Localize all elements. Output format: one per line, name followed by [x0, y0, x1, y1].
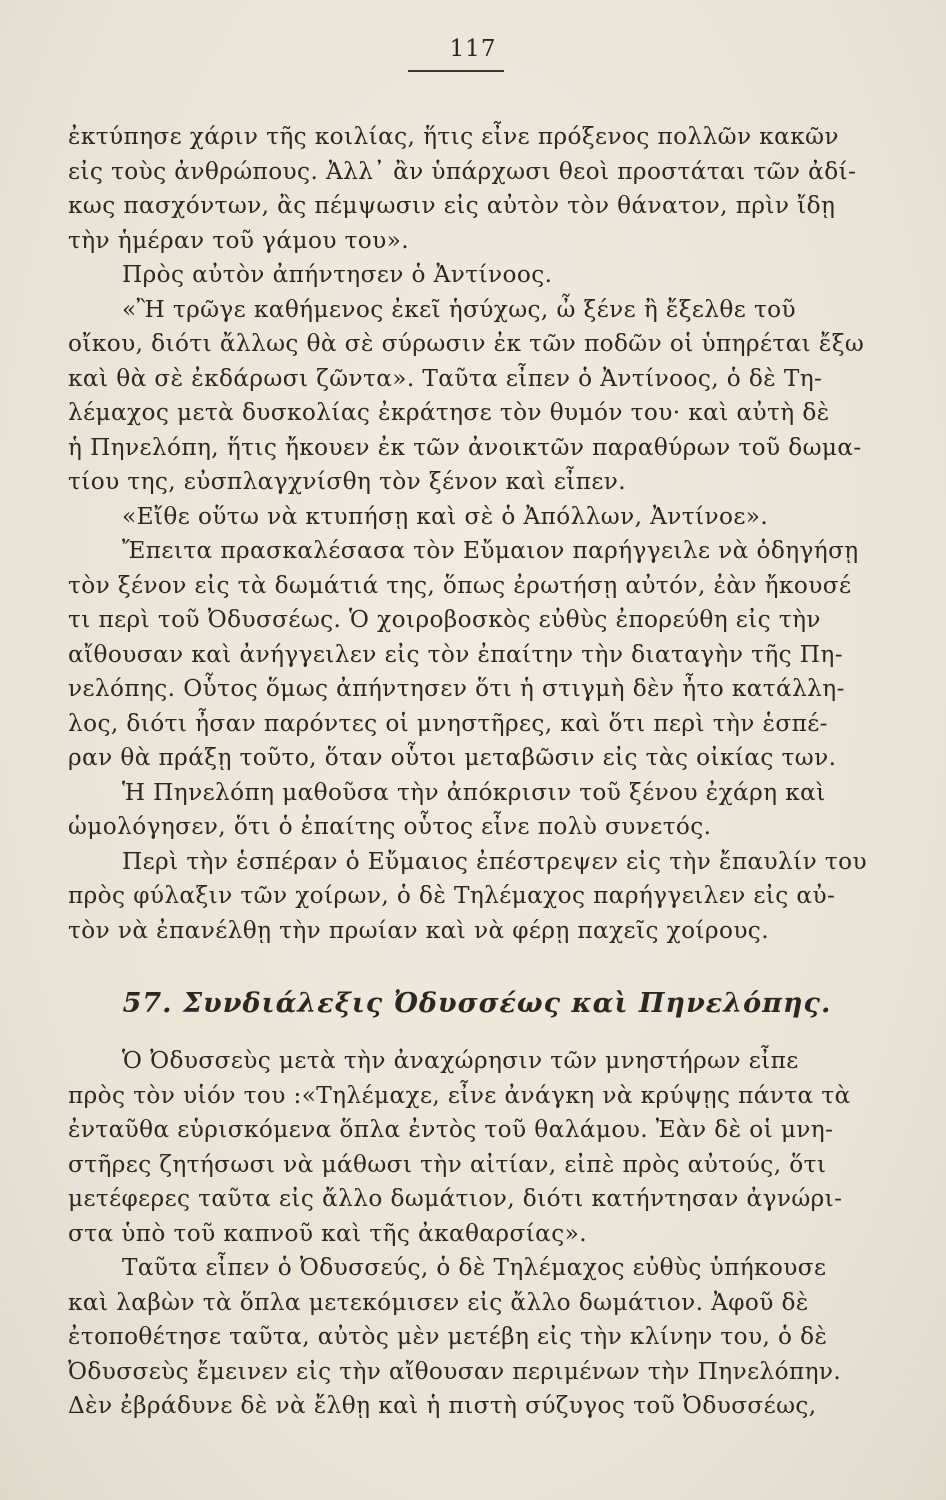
text-line: λέμαχος μετὰ δυσκολίας ἐκράτησε τὸν θυμόν του· καὶ αὐτὴ δὲ	[68, 399, 830, 426]
text-line: Ταῦτα εἶπεν ὁ Ὀδυσσεύς, ὁ δὲ Τηλέμαχος εὐθὺς ὑπήκουσε	[122, 1254, 827, 1281]
text-line: «Εἴθε οὕτω νὰ κτυπήσῃ καὶ σὲ ὁ Ἀπόλλων, Ἀντίνοε».	[122, 502, 769, 530]
text-line: Ἡ Πηνελόπη μαθοῦσα τὴν ἀπόκρισιν τοῦ ξένου ἐχάρη καὶ	[122, 778, 826, 806]
text-line: Ὁ Ὀδυσσεὺς μετὰ τὴν ἀναχώρησιν τῶν μνηστήρων εἶπε	[122, 1047, 799, 1074]
text-line: «Ἢ τρῶγε καθήμενος ἐκεῖ ἡσύχως, ὦ ξένε ἢ ἔξελθε τοῦ	[122, 295, 797, 323]
text-line: εἰς τοὺς ἀνθρώπους. Ἀλλ᾽ ἂν ὑπάρχωσι θεοὶ προστάται τῶν ἀδί-	[68, 157, 857, 185]
section-heading: 57. Συνδιάλεξις Ὀδυσσέως καὶ Πηνελόπης.	[122, 988, 832, 1019]
text-line: τὸν ξένον εἰς τὰ δωμάτιά της, ὅπως ἐρωτήσῃ αὐτόν, ἐὰν ἤκουσέ	[68, 571, 852, 599]
text-before-heading	[68, 120, 886, 948]
text-line: μετέφερες ταῦτα εἰς ἄλλο δωμάτιον, διότι κατήντησαν ἀγνώρι-	[68, 1185, 843, 1212]
page-number-rule	[408, 70, 504, 72]
text-line: καὶ λαβὼν τὰ ὅπλα μετεκόμισεν εἰς ἄλλο δωμάτιον. Ἀφοῦ δὲ	[68, 1288, 809, 1316]
text-line: στῆρες ζητήσωσι νὰ μάθωσι τὴν αἰτίαν, εἰπὲ πρὸς αὐτούς, ὅτι	[68, 1150, 827, 1178]
text-line: ἡ Πηνελόπη, ἥτις ἤκουεν ἐκ τῶν ἀνοικτῶν παραθύρων τοῦ δωμα-	[68, 433, 862, 461]
text-line: Ὀδυσσεὺς ἔμεινεν εἰς τὴν αἴθουσαν περιμένων τὴν Πηνελόπην.	[68, 1357, 842, 1385]
text-line: στα ὑπὸ τοῦ καπνοῦ καὶ τῆς ἀκαθαρσίας».	[68, 1219, 587, 1247]
text-line: τὴν ἡμέραν τοῦ γάμου του».	[68, 226, 410, 254]
page-number: 117	[449, 36, 497, 62]
text-line: ἐνταῦθα εὑρισκόμενα ὅπλα ἐντὸς τοῦ θαλάμου. Ἐὰν δὲ οἱ μνη-	[68, 1116, 834, 1143]
text-line: Δὲν ἐβράδυνε δὲ νὰ ἔλθῃ καὶ ἡ πιστὴ σύζυγος τοῦ Ὀδυσσέως,	[68, 1392, 817, 1419]
body-text	[68, 120, 886, 1424]
heading-spacer-bottom	[68, 1024, 886, 1044]
text-line: πρὸς φύλαξιν τῶν χοίρων, ὁ δὲ Τηλέμαχος παρήγγειλεν εἰς αὐ-	[68, 882, 836, 909]
text-line: τι περὶ τοῦ Ὀδυσσέως. Ὁ χοιροβοσκὸς εὐθὺς ἐπορεύθη εἰς τὴν	[68, 606, 821, 633]
text-line: ραν θὰ πράξῃ τοῦτο, ὅταν οὗτοι μεταβῶσιν εἰς τὰς οἰκίας των.	[68, 744, 837, 771]
text-line: κως πασχόντων, ἂς πέμψωσιν εἰς αὐτὸν τὸν θάνατον, πρὶν ἴδῃ	[68, 192, 836, 219]
text-after-heading	[68, 1044, 886, 1424]
text-line: ἐκτύπησε χάριν τῆς κοιλίας, ἥτις εἶνε πρόξενος πολλῶν κακῶν	[68, 123, 839, 150]
text-line: λος, διότι ἦσαν παρόντες οἱ μνηστῆρες, καὶ ὅτι περὶ τὴν ἑσπέ-	[68, 709, 828, 737]
text-line: καὶ θὰ σὲ ἐκδάρωσι ζῶντα». Ταῦτα εἶπεν ὁ Ἀντίνοος, ὁ δὲ Τη-	[68, 364, 823, 392]
text-line: τὸν νὰ ἐπανέλθῃ τὴν πρωίαν καὶ νὰ φέρῃ παχεῖς χοίρους.	[68, 916, 769, 944]
text-line: τίου της, εὐσπλαγχνίσθη τὸν ξένον καὶ εἶπεν.	[68, 468, 627, 495]
text-line: ἐτοποθέτησε ταῦτα, αὐτὸς μὲν μετέβη εἰς τὴν κλίνην του, ὁ δὲ	[68, 1323, 828, 1350]
heading-spacer-top	[68, 948, 886, 984]
text-line: Πρὸς αὐτὸν ἀπήντησεν ὁ Ἀντίνοος.	[122, 261, 553, 288]
text-line: πρὸς τὸν υἱόν του :«Τηλέμαχε, εἶνε ἀνάγκη νὰ κρύψῃς πάντα τὰ	[68, 1081, 851, 1109]
text-line: αἴθουσαν καὶ ἀνήγγειλεν εἰς τὸν ἐπαίτην τὴν διαταγὴν τῆς Πη-	[68, 640, 843, 668]
text-line: Ἔπειτα πρασκαλέσασα τὸν Εὔμαιον παρήγγειλε νὰ ὁδηγήσῃ	[122, 537, 859, 564]
text-line: νελόπης. Οὗτος ὅμως ἀπήντησεν ὅτι ἡ στιγμὴ δὲν ἦτο κατάλλη-	[68, 675, 845, 702]
text-line: ὡμολόγησεν, ὅτι ὁ ἐπαίτης οὗτος εἶνε πολὺ συνετός.	[68, 813, 712, 840]
text-line: Περὶ τὴν ἑσπέραν ὁ Εὔμαιος ἐπέστρεψεν εἰς τὴν ἔπαυλίν του	[122, 847, 867, 875]
text-line: οἴκου, διότι ἄλλως θὰ σὲ σύρωσιν ἐκ τῶν ποδῶν οἱ ὑπηρέται ἔξω	[68, 330, 865, 357]
